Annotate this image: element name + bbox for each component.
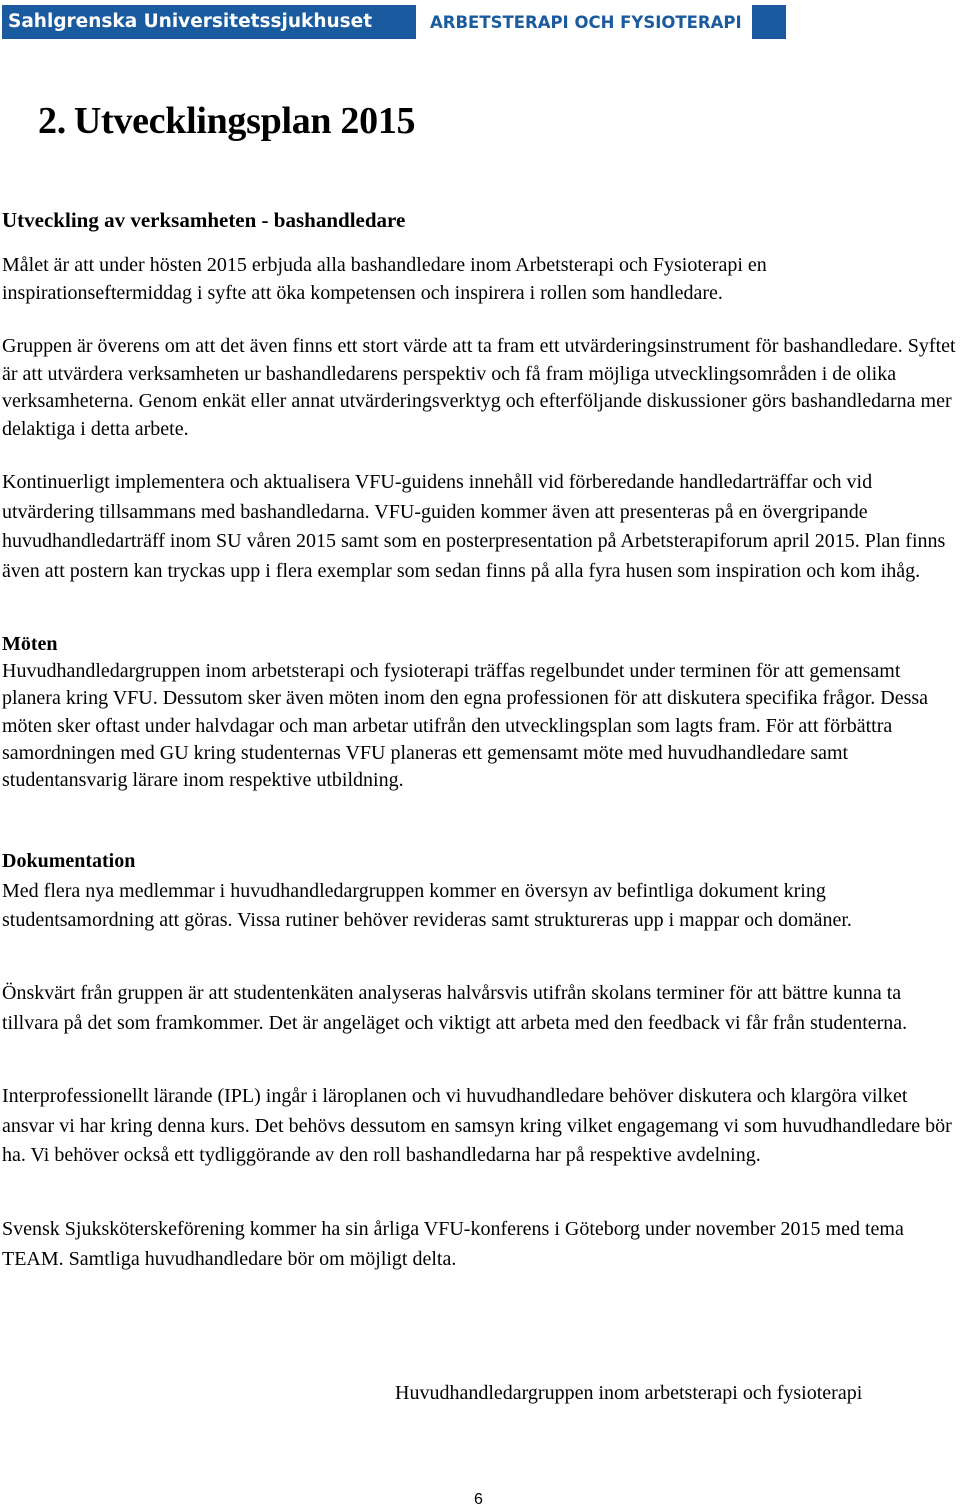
section-heading: [38, 96, 415, 146]
dokumentation-text: Med flera nya medlemmar i huvudhandledargruppen kommer en översyn av befintliga dokument kring studentsamordning att göras. Vissa rutiner behöver revideras samt struktureras upp i mappar och domäner.: [2, 879, 852, 931]
paragraph-student-survey: Önskvärt från gruppen är att studentenkäten analyseras halvårsvis utifrån skolans terminer för att bättre kunna ta tillvara på det som framkommer. Det är angeläget och viktigt att arbeta med den feedback vi får från studenterna.: [2, 982, 908, 1034]
section-dokumentation: [2, 847, 960, 936]
paragraph-evaluation: Gruppen är överens om att det även finns ett stort värde att ta fram ett utvärderingsinstrument för bashandledare. Syftet är att utvärdera verksamheten ur bashandledarens perspektiv och få fram möjliga utvecklingsområden i de olika verksamheterna. Genom enkät eller annat utvärderingsverktyg och efterföljande diskussioner görs bashandledarna mer delaktiga i detta arbete.: [2, 335, 956, 440]
moten-text: Huvudhandledargruppen inom arbetsterapi och fysioterapi träffas regelbundet under terminen för att gemensamt planera kring VFU. Dessutom sker även möten inom den egna professionen för att diskutera specifika frågor. Dessa möten sker oftast under halvdagar och man arbetar utifrån den utvecklingsplan som lagts fram. För att förbättra samordningen med GU kring studenternas VFU planeras ett gemensamt möte med huvudhandledare samt studentansvarig lärare inom respektive utbildning.: [2, 660, 929, 792]
section-number: 2.: [38, 100, 66, 142]
page-number: 6: [474, 1491, 483, 1508]
moten-title: Möten: [2, 633, 58, 655]
dokumentation-title: Dokumentation: [2, 850, 136, 872]
section-title: Utvecklingsplan 2015: [73, 100, 416, 142]
paragraph-conference: Svensk Sjuksköterskeförening kommer ha sin årliga VFU-konferens i Göteborg under november 2015 med tema TEAM. Samtliga huvudhandledare bör om möjligt delta.: [2, 1218, 904, 1270]
paragraph-vfu-guide: Kontinuerligt implementera och aktualisera VFU-guidens innehåll vid förberedande handledarträffar och vid utvärdering tillsammans med bashandledarna. VFU-guiden kommer även att presenteras på en övergripande huvudhandledarträff inom SU våren 2015 samt som en posterpresentation på Arbetsterapiforum april 2015. Plan finns även att postern kan tryckas upp i flera exemplar som sedan finns på alla fyra husen som inspiration och kom ihåg.: [2, 471, 946, 582]
paragraph-ipl: Interprofessionellt lärande (IPL) ingår i läroplanen och vi huvudhandledare behöver diskutera och klargöra vilket ansvar vi har kring denna kurs. Det behövs dessutom en samsyn kring vilket engagemang vi som huvudhandledare bör ha. Vi behöver också ett tydliggörande av den roll bashandledarna har på respektive avdelning.: [2, 1085, 952, 1166]
brand-square-logo: [752, 5, 786, 39]
subheading: Utveckling av verksamheten - bashandledare: [2, 208, 406, 232]
department-title: ARBETSTERAPI OCH FYSIOTERAPI: [430, 13, 742, 32]
org-banner: Sahlgrenska Universitetssjukhuset: [2, 5, 416, 39]
signature: Huvudhandledargruppen inom arbetsterapi och fysioterapi: [395, 1382, 863, 1404]
page-header: [0, 5, 786, 39]
section-moten: [2, 631, 960, 794]
paragraph-goal: Målet är att under hösten 2015 erbjuda alla bashandledare inom Arbetsterapi och Fysioterapi en inspirationseftermiddag i syfte att öka kompetensen och inspirera i rollen som handledare.: [2, 254, 767, 304]
